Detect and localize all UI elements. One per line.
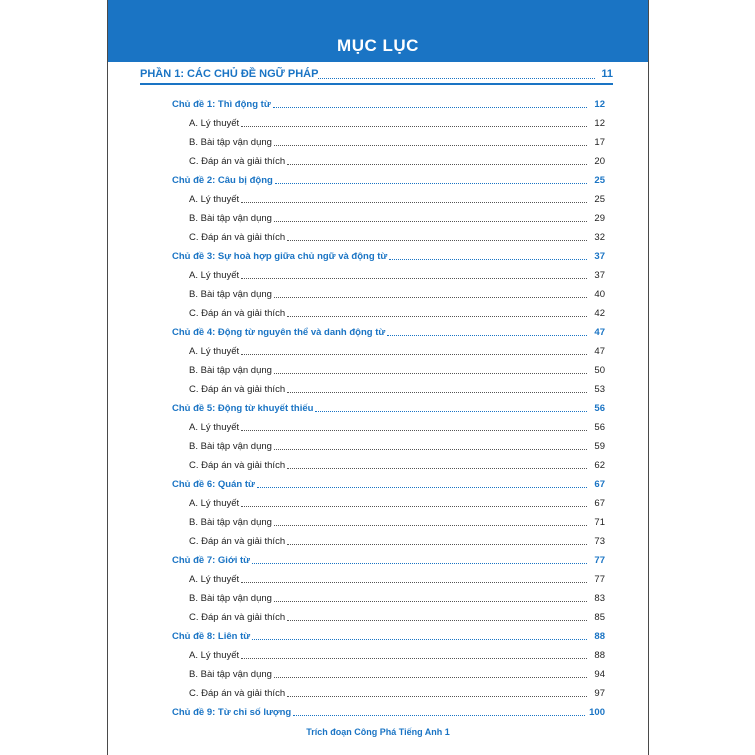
page-number: 77 xyxy=(594,554,605,566)
toc-subsection-row[interactable] xyxy=(189,133,605,151)
dot-leader xyxy=(287,240,587,241)
dot-leader xyxy=(241,582,587,583)
toc-chapter-row[interactable] xyxy=(172,703,605,721)
toc-subsection-row[interactable] xyxy=(189,684,605,702)
subsection-title: B. Bài tập vận dụng xyxy=(189,364,272,376)
dot-leader xyxy=(287,392,587,393)
page-number: 47 xyxy=(594,345,605,357)
subsection-title: A. Lý thuyết xyxy=(189,269,240,281)
subsection-title: B. Bài tập vận dụng xyxy=(189,212,272,224)
page-number: 40 xyxy=(594,288,605,300)
subsection-title: A. Lý thuyết xyxy=(189,345,240,357)
toc-subsection-row[interactable] xyxy=(189,513,605,531)
dot-leader xyxy=(273,107,587,108)
chapter-title: Chủ đề 6: Quán từ xyxy=(172,478,255,490)
toc-chapter-row[interactable] xyxy=(172,627,605,645)
subsection-title: C. Đáp án và giải thích xyxy=(189,307,286,319)
chapter-title: Chủ đề 9: Từ chỉ số lượng xyxy=(172,706,292,718)
page-number: 32 xyxy=(594,231,605,243)
toc-subsection-row[interactable] xyxy=(189,304,605,322)
toc-subsection-row[interactable] xyxy=(189,209,605,227)
page-number: 67 xyxy=(594,478,605,490)
dot-leader xyxy=(287,696,587,697)
subsection-title: A. Lý thuyết xyxy=(189,573,240,585)
toc-subsection-row[interactable] xyxy=(189,437,605,455)
page-number: 29 xyxy=(594,212,605,224)
chapter-title: Chủ đề 8: Liên từ xyxy=(172,630,251,642)
page-number: 42 xyxy=(594,307,605,319)
page-number: 100 xyxy=(589,706,605,718)
toc-subsection-row[interactable] xyxy=(189,494,605,512)
page-number: 67 xyxy=(594,497,605,509)
dot-leader xyxy=(287,620,587,621)
page-number: 50 xyxy=(594,364,605,376)
page-number: 17 xyxy=(594,136,605,148)
subsection-title: B. Bài tập vận dụng xyxy=(189,516,272,528)
toc-part-heading[interactable] xyxy=(140,65,613,85)
chapter-title: Chủ đề 1: Thì động từ xyxy=(172,98,271,110)
page-number: 94 xyxy=(594,668,605,680)
page-number: 59 xyxy=(594,440,605,452)
toc-subsection-row[interactable] xyxy=(189,532,605,550)
part-page-number: 11 xyxy=(601,68,613,80)
toc-chapter-row[interactable] xyxy=(172,475,605,493)
part-label: PHẦN 1: CÁC CHỦ ĐỀ NGỮ PHÁP xyxy=(140,68,319,80)
page-number: 56 xyxy=(594,402,605,414)
toc-chapter-row[interactable] xyxy=(172,323,605,341)
subsection-title: C. Đáp án và giải thích xyxy=(189,459,286,471)
dot-leader xyxy=(241,354,587,355)
subsection-title: B. Bài tập vận dụng xyxy=(189,440,272,452)
subsection-title: A. Lý thuyết xyxy=(189,649,240,661)
dot-leader xyxy=(287,544,587,545)
dot-leader xyxy=(287,468,587,469)
dot-leader xyxy=(387,335,587,336)
toc-subsection-row[interactable] xyxy=(189,570,605,588)
dot-leader xyxy=(274,601,587,602)
dot-leader xyxy=(241,430,587,431)
toc-subsection-row[interactable] xyxy=(189,608,605,626)
page-title: MỤC LỤC xyxy=(337,36,419,55)
subsection-title: A. Lý thuyết xyxy=(189,421,240,433)
page-number: 73 xyxy=(594,535,605,547)
page-number: 25 xyxy=(594,174,605,186)
page-number: 71 xyxy=(594,516,605,528)
subsection-title: C. Đáp án và giải thích xyxy=(189,383,286,395)
page-number: 88 xyxy=(594,649,605,661)
page-number: 88 xyxy=(594,630,605,642)
subsection-title: A. Lý thuyết xyxy=(189,117,240,129)
subsection-title: B. Bài tập vận dụng xyxy=(189,592,272,604)
dot-leader xyxy=(274,449,587,450)
document-page xyxy=(107,0,649,755)
chapter-title: Chủ đề 3: Sự hoà hợp giữa chủ ngữ và động từ xyxy=(172,250,388,262)
toc-subsection-row[interactable] xyxy=(189,190,605,208)
page-number: 83 xyxy=(594,592,605,604)
toc-subsection-row[interactable] xyxy=(189,665,605,683)
subsection-title: C. Đáp án và giải thích xyxy=(189,155,286,167)
page-number: 62 xyxy=(594,459,605,471)
toc-subsection-row[interactable] xyxy=(189,285,605,303)
subsection-title: B. Bài tập vận dụng xyxy=(189,288,272,300)
footer-caption: Trích đoạn Công Phá Tiếng Anh 1 xyxy=(306,727,450,737)
subsection-title: A. Lý thuyết xyxy=(189,497,240,509)
dot-leader xyxy=(274,145,587,146)
toc-chapter-row[interactable] xyxy=(172,399,605,417)
chapter-title: Chủ đề 4: Động từ nguyên thể và danh động từ xyxy=(172,326,386,338)
dot-leader xyxy=(252,639,587,640)
dot-leader xyxy=(257,487,587,488)
subsection-title: C. Đáp án và giải thích xyxy=(189,535,286,547)
toc-subsection-row[interactable] xyxy=(189,646,605,664)
dot-leader xyxy=(241,506,587,507)
dot-leader xyxy=(274,525,587,526)
dot-leader xyxy=(274,677,587,678)
subsection-title: B. Bài tập vận dụng xyxy=(189,668,272,680)
dot-leader xyxy=(241,202,587,203)
dot-leader xyxy=(315,411,587,412)
chapter-title: Chủ đề 5: Động từ khuyết thiếu xyxy=(172,402,314,414)
dot-leader xyxy=(287,164,587,165)
page-number: 12 xyxy=(594,117,605,129)
toc-chapter-row[interactable] xyxy=(172,551,605,569)
toc-chapter-row[interactable] xyxy=(172,95,605,113)
toc-subsection-row[interactable] xyxy=(189,456,605,474)
subsection-title: A. Lý thuyết xyxy=(189,193,240,205)
page-number: 37 xyxy=(594,269,605,281)
dot-leader xyxy=(287,316,587,317)
dot-leader xyxy=(293,715,585,716)
page-number: 20 xyxy=(594,155,605,167)
page-number: 25 xyxy=(594,193,605,205)
dot-leader xyxy=(275,183,587,184)
toc-subsection-row[interactable] xyxy=(189,361,605,379)
toc-chapter-row[interactable] xyxy=(172,247,605,265)
toc-subsection-row[interactable] xyxy=(189,342,605,360)
toc-chapter-row[interactable] xyxy=(172,171,605,189)
page-number: 47 xyxy=(594,326,605,338)
toc-subsection-row[interactable] xyxy=(189,152,605,170)
toc-subsection-row[interactable] xyxy=(189,380,605,398)
chapter-title: Chủ đề 2: Câu bị động xyxy=(172,174,273,186)
dot-leader xyxy=(318,78,595,79)
page-number: 56 xyxy=(594,421,605,433)
dot-leader xyxy=(274,297,587,298)
page-number: 53 xyxy=(594,383,605,395)
dot-leader xyxy=(252,563,587,564)
page-number: 12 xyxy=(594,98,605,110)
chapter-title: Chủ đề 7: Giới từ xyxy=(172,554,251,566)
subsection-title: C. Đáp án và giải thích xyxy=(189,687,286,699)
toc-subsection-row[interactable] xyxy=(189,228,605,246)
page-number: 97 xyxy=(594,687,605,699)
page-number: 85 xyxy=(594,611,605,623)
page-number: 37 xyxy=(594,250,605,262)
toc-subsection-row[interactable] xyxy=(189,266,605,284)
toc-subsection-row[interactable] xyxy=(189,418,605,436)
dot-leader xyxy=(241,278,587,279)
subsection-title: B. Bài tập vận dụng xyxy=(189,136,272,148)
dot-leader xyxy=(389,259,587,260)
dot-leader xyxy=(274,221,587,222)
subsection-title: C. Đáp án và giải thích xyxy=(189,231,286,243)
dot-leader xyxy=(274,373,587,374)
subsection-title: C. Đáp án và giải thích xyxy=(189,611,286,623)
dot-leader xyxy=(241,658,587,659)
page-number: 77 xyxy=(594,573,605,585)
toc-subsection-row[interactable] xyxy=(189,114,605,132)
dot-leader xyxy=(241,126,587,127)
toc-subsection-row[interactable] xyxy=(189,589,605,607)
